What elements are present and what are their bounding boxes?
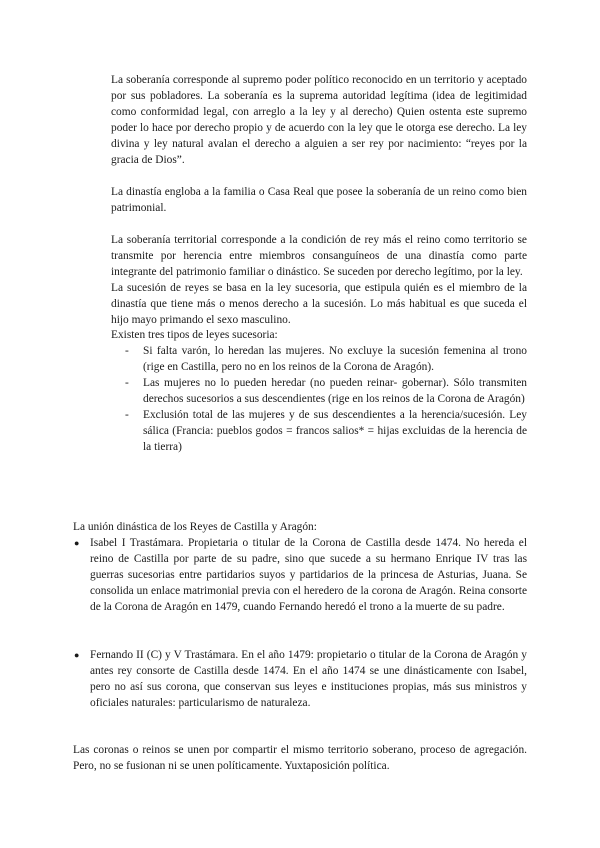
union-heading: La unión dinástica de los Reyes de Castilla y Aragón: <box>73 521 317 533</box>
bullet-marker: ● <box>74 650 80 660</box>
list-item-text: Las mujeres no lo pueden heredar (no pueden reinar- gobernar). Sólo transmiten derechos sucesorios a sus descendientes (rige en los reinos de la Corona de Aragón) <box>143 377 527 406</box>
list-item <box>74 648 527 712</box>
list-item <box>74 536 527 616</box>
list-item-text: Si falta varón, lo heredan las mujeres. No excluye la sucesión femenina al trono (rige en Castilla, pero no en los reinos de la Corona de Aragón). <box>143 345 527 374</box>
paragraph-crowns: Las coronas o reinos se unen por compartir el mismo territorio soberano, proceso de agregación. Pero, no se fusionan ni se unen políticamente. Yuxtaposición política. <box>73 744 527 772</box>
list-item-text: Fernando II (C) y V Trastámara. En el año 1479: propietario o titular de la Corona de Aragón y antes rey consorte de Castilla desde 1474. En el año 1474 se une dinásticamente con Isabel, pero no así sus corona, que conservan sus leyes e instituciones propias, más sus ministros y oficiales naturales: particularismo de naturaleza. <box>90 649 527 709</box>
list-item <box>111 376 527 408</box>
dash-marker: - <box>125 377 129 390</box>
list-item <box>111 344 527 376</box>
monarch-list-2 <box>74 648 527 712</box>
list-item-text: Exclusión total de las mujeres y de sus descendientes a la herencia/sucesión. Ley sálica (Francia: pueblos godos = francos salios* = hijas excluidas de la herencia de la tierra) <box>143 408 527 453</box>
paragraph-law-types-intro: Existen tres tipos de leyes sucesoria: <box>111 329 278 342</box>
paragraph-dynasty: La dinastía engloba a la familia o Casa Real que posee la soberanía de un reino como bien patrimonial. <box>111 186 527 214</box>
monarch-list <box>74 536 527 616</box>
bullet-marker: ● <box>74 538 80 548</box>
succession-section <box>111 233 527 456</box>
law-types-list <box>111 344 527 455</box>
paragraph-sovereignty: La soberanía corresponde al supremo poder político reconocido en un territorio y aceptado por sus pobladores. La soberanía es la suprema autoridad legítima (idea de legitimidad como conformidad legal, con arreglo a la ley y al derecho) Quien ostenta este supremo poder lo hace por derecho propio y de acuerdo con la ley que le otorga ese derecho. La ley divina y ley natural avalan el derecho a alguien a ser rey por nacimiento: “reyes por la gracia de Dios”. <box>111 74 527 166</box>
list-item <box>111 408 527 456</box>
dash-marker: - <box>125 345 129 358</box>
paragraph-succession-law: La sucesión de reyes se basa en la ley sucesoria, que estipula quién es el miembro de la dinastía que tiene más o menos derecho a la sucesión. Lo más habitual es que suceda el hijo mayo primando el sexo masculino. <box>111 281 527 326</box>
paragraph-territorial-sovereignty: La soberanía territorial corresponde a la condición de rey más el reino como territorio se transmite por herencia entre miembros consanguíneos de una dinastía como parte integrante del patrimonio familiar o dinástico. Se suceden por derecho legítimo, por la ley. <box>111 234 527 278</box>
list-item-text: Isabel I Trastámara. Propietaria o titular de la Corona de Castilla desde 1474. No hereda el reino de Castilla por parte de su padre, sino que sucede a su hermano Enrique IV tras las guerras sucesorias entre partidarios suyos y partidarios de la princesa de Asturias, Juana. Se consolida un enlace matrimonial previa con el heredero de la corona de Aragón. Reina consorte de la Corona de Aragón en 1479, cuando Fernando heredó el trono a la muerte de su padre. <box>90 537 527 613</box>
dash-marker: - <box>125 408 129 421</box>
